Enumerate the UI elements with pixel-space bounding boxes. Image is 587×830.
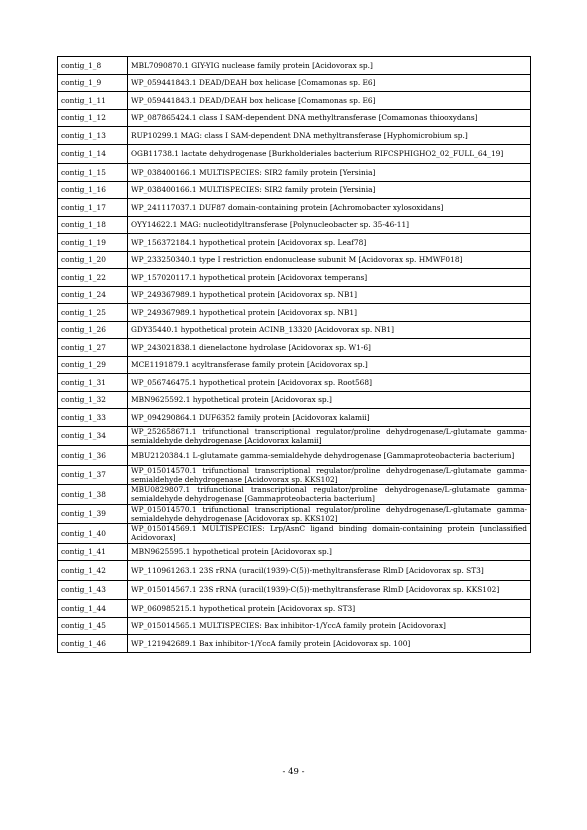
protein-annotation-cell: WP_110961263.1 23S rRNA (uracil(1939)-C(5))-methyltransferase RlmD [Acidovorax sp. ST3]: [128, 561, 531, 581]
annotation-table: [57, 56, 531, 653]
table-row: [58, 216, 531, 234]
contig-id-cell: contig_1_43: [58, 580, 128, 600]
table-row: [58, 543, 531, 561]
contig-id-cell: contig_1_13: [58, 127, 128, 145]
table-row: [58, 635, 531, 653]
table-row: [58, 391, 531, 409]
contig-id-cell: contig_1_37: [58, 465, 128, 485]
table-row: [58, 109, 531, 127]
table-row: [58, 465, 531, 485]
protein-annotation-cell: WP_121942689.1 Bax inhibitor-1/YccA family protein [Acidovorax sp. 100]: [128, 635, 531, 653]
protein-annotation-cell: WP_087865424.1 class I SAM-dependent DNA methyltransferase [Comamonas thiooxydans]: [128, 109, 531, 127]
annotation-table-body: [58, 57, 531, 653]
contig-id-cell: contig_1_22: [58, 269, 128, 287]
contig-id-cell: contig_1_33: [58, 409, 128, 427]
contig-id-cell: contig_1_40: [58, 524, 128, 544]
table-row: [58, 504, 531, 524]
contig-id-cell: contig_1_11: [58, 92, 128, 110]
contig-id-cell: contig_1_39: [58, 504, 128, 524]
table-row: [58, 426, 531, 446]
contig-id-cell: contig_1_31: [58, 374, 128, 392]
table-row: [58, 286, 531, 304]
table-row: [58, 339, 531, 357]
table-row: [58, 269, 531, 287]
contig-id-cell: contig_1_14: [58, 144, 128, 164]
table-row: [58, 356, 531, 374]
protein-annotation-cell: WP_059441843.1 DEAD/DEAH box helicase [Comamonas sp. E6]: [128, 92, 531, 110]
contig-id-cell: contig_1_19: [58, 234, 128, 252]
protein-annotation-cell: WP_059441843.1 DEAD/DEAH box helicase [Comamonas sp. E6]: [128, 74, 531, 92]
protein-annotation-cell: MBU0829807.1 trifunctional transcriptional regulator/proline dehydrogenase/L-glutamate gamma-semialdehyde dehydrogenase [Gammaproteobacteria bacterium]: [128, 485, 531, 505]
protein-annotation-cell: WP_094290864.1 DUF6352 family protein [Acidovorax kalamii]: [128, 409, 531, 427]
table-row: [58, 617, 531, 635]
protein-annotation-cell: WP_156372184.1 hypothetical protein [Acidovorax sp. Leaf78]: [128, 234, 531, 252]
table-row: [58, 251, 531, 269]
protein-annotation-cell: MBL7090870.1 GIY-YIG nuclease family protein [Acidovorax sp.]: [128, 57, 531, 75]
contig-id-cell: contig_1_41: [58, 543, 128, 561]
protein-annotation-cell: WP_241117037.1 DUF87 domain-containing protein [Achromobacter xylosoxidans]: [128, 199, 531, 217]
table-row: [58, 374, 531, 392]
contig-id-cell: contig_1_16: [58, 181, 128, 199]
protein-annotation-cell: WP_038400166.1 MULTISPECIES: SIR2 family protein [Yersinia]: [128, 181, 531, 199]
table-row: [58, 321, 531, 339]
table-row: [58, 409, 531, 427]
contig-id-cell: contig_1_12: [58, 109, 128, 127]
protein-annotation-cell: RUP10299.1 MAG: class I SAM-dependent DNA methyltransferase [Hyphomicrobium sp.]: [128, 127, 531, 145]
table-row: [58, 561, 531, 581]
contig-id-cell: contig_1_32: [58, 391, 128, 409]
page-number: - 49 -: [282, 767, 305, 777]
protein-annotation-cell: MCE1191879.1 acyltransferase family protein [Acidovorax sp.]: [128, 356, 531, 374]
protein-annotation-cell: MBU2120384.1 L-glutamate gamma-semialdehyde dehydrogenase [Gammaproteobacteria bacterium]: [128, 446, 531, 466]
contig-id-cell: contig_1_26: [58, 321, 128, 339]
table-row: [58, 485, 531, 505]
table-row: [58, 524, 531, 544]
protein-annotation-cell: WP_249367989.1 hypothetical protein [Acidovorax sp. NB1]: [128, 304, 531, 322]
contig-id-cell: contig_1_24: [58, 286, 128, 304]
table-row: [58, 164, 531, 182]
table-row: [58, 199, 531, 217]
contig-id-cell: contig_1_36: [58, 446, 128, 466]
contig-id-cell: contig_1_34: [58, 426, 128, 446]
table-row: [58, 234, 531, 252]
protein-annotation-cell: MBN9625595.1 hypothetical protein [Acidovorax sp.]: [128, 543, 531, 561]
protein-annotation-cell: WP_056746475.1 hypothetical protein [Acidovorax sp. Root568]: [128, 374, 531, 392]
protein-annotation-cell: WP_060985215.1 hypothetical protein [Acidovorax sp. ST3]: [128, 600, 531, 618]
protein-annotation-cell: MBN9625592.1 hypothetical protein [Acidovorax sp.]: [128, 391, 531, 409]
protein-annotation-cell: WP_038400166.1 MULTISPECIES: SIR2 family protein [Yersinia]: [128, 164, 531, 182]
protein-annotation-cell: GDY35440.1 hypothetical protein ACINB_13320 [Acidovorax sp. NB1]: [128, 321, 531, 339]
protein-annotation-cell: OGB11738.1 lactate dehydrogenase [Burkholderiales bacterium RIFCSPHIGHO2_02_FULL_64_19]: [128, 144, 531, 164]
protein-annotation-cell: WP_157020117.1 hypothetical protein [Acidovorax temperans]: [128, 269, 531, 287]
contig-id-cell: contig_1_9: [58, 74, 128, 92]
table-row: [58, 144, 531, 164]
table-row: [58, 446, 531, 466]
contig-id-cell: contig_1_17: [58, 199, 128, 217]
contig-id-cell: contig_1_20: [58, 251, 128, 269]
contig-id-cell: contig_1_45: [58, 617, 128, 635]
contig-id-cell: contig_1_18: [58, 216, 128, 234]
contig-id-cell: contig_1_25: [58, 304, 128, 322]
protein-annotation-cell: OYY14622.1 MAG: nucleotidyltransferase [Polynucleobacter sp. 35-46-11]: [128, 216, 531, 234]
protein-annotation-cell: WP_243021838.1 dienelactone hydrolase [Acidovorax sp. W1-6]: [128, 339, 531, 357]
table-row: [58, 74, 531, 92]
contig-id-cell: contig_1_27: [58, 339, 128, 357]
contig-id-cell: contig_1_8: [58, 57, 128, 75]
contig-id-cell: contig_1_38: [58, 485, 128, 505]
table-row: [58, 600, 531, 618]
protein-annotation-cell: WP_233250340.1 type I restriction endonuclease subunit M [Acidovorax sp. HMWF018]: [128, 251, 531, 269]
contig-id-cell: contig_1_15: [58, 164, 128, 182]
protein-annotation-cell: WP_015014570.1 trifunctional transcriptional regulator/proline dehydrogenase/L-glutamate gamma-semialdehyde dehydrogenase [Acidovorax sp. KKS102]: [128, 504, 531, 524]
table-row: [58, 181, 531, 199]
contig-id-cell: contig_1_42: [58, 561, 128, 581]
table-row: [58, 127, 531, 145]
protein-annotation-cell: WP_015014570.1 trifunctional transcriptional regulator/proline dehydrogenase/L-glutamate gamma-semialdehyde dehydrogenase [Acidovorax sp. KKS102]: [128, 465, 531, 485]
table-row: [58, 92, 531, 110]
contig-id-cell: contig_1_29: [58, 356, 128, 374]
table-row: [58, 580, 531, 600]
contig-id-cell: contig_1_46: [58, 635, 128, 653]
contig-id-cell: contig_1_44: [58, 600, 128, 618]
table-row: [58, 304, 531, 322]
protein-annotation-cell: WP_015014567.1 23S rRNA (uracil(1939)-C(5))-methyltransferase RlmD [Acidovorax sp. KKS102]: [128, 580, 531, 600]
protein-annotation-cell: WP_015014565.1 MULTISPECIES: Bax inhibitor-1/YccA family protein [Acidovorax]: [128, 617, 531, 635]
protein-annotation-cell: WP_249367989.1 hypothetical protein [Acidovorax sp. NB1]: [128, 286, 531, 304]
protein-annotation-cell: WP_015014569.1 MULTISPECIES: Lrp/AsnC ligand binding domain-containing protein [unclassified Acidovorax]: [128, 524, 531, 544]
table-row: [58, 57, 531, 75]
protein-annotation-cell: WP_252658671.1 trifunctional transcriptional regulator/proline dehydrogenase/L-glutamate gamma-semialdehyde dehydrogenase [Acidovorax kalamii]: [128, 426, 531, 446]
